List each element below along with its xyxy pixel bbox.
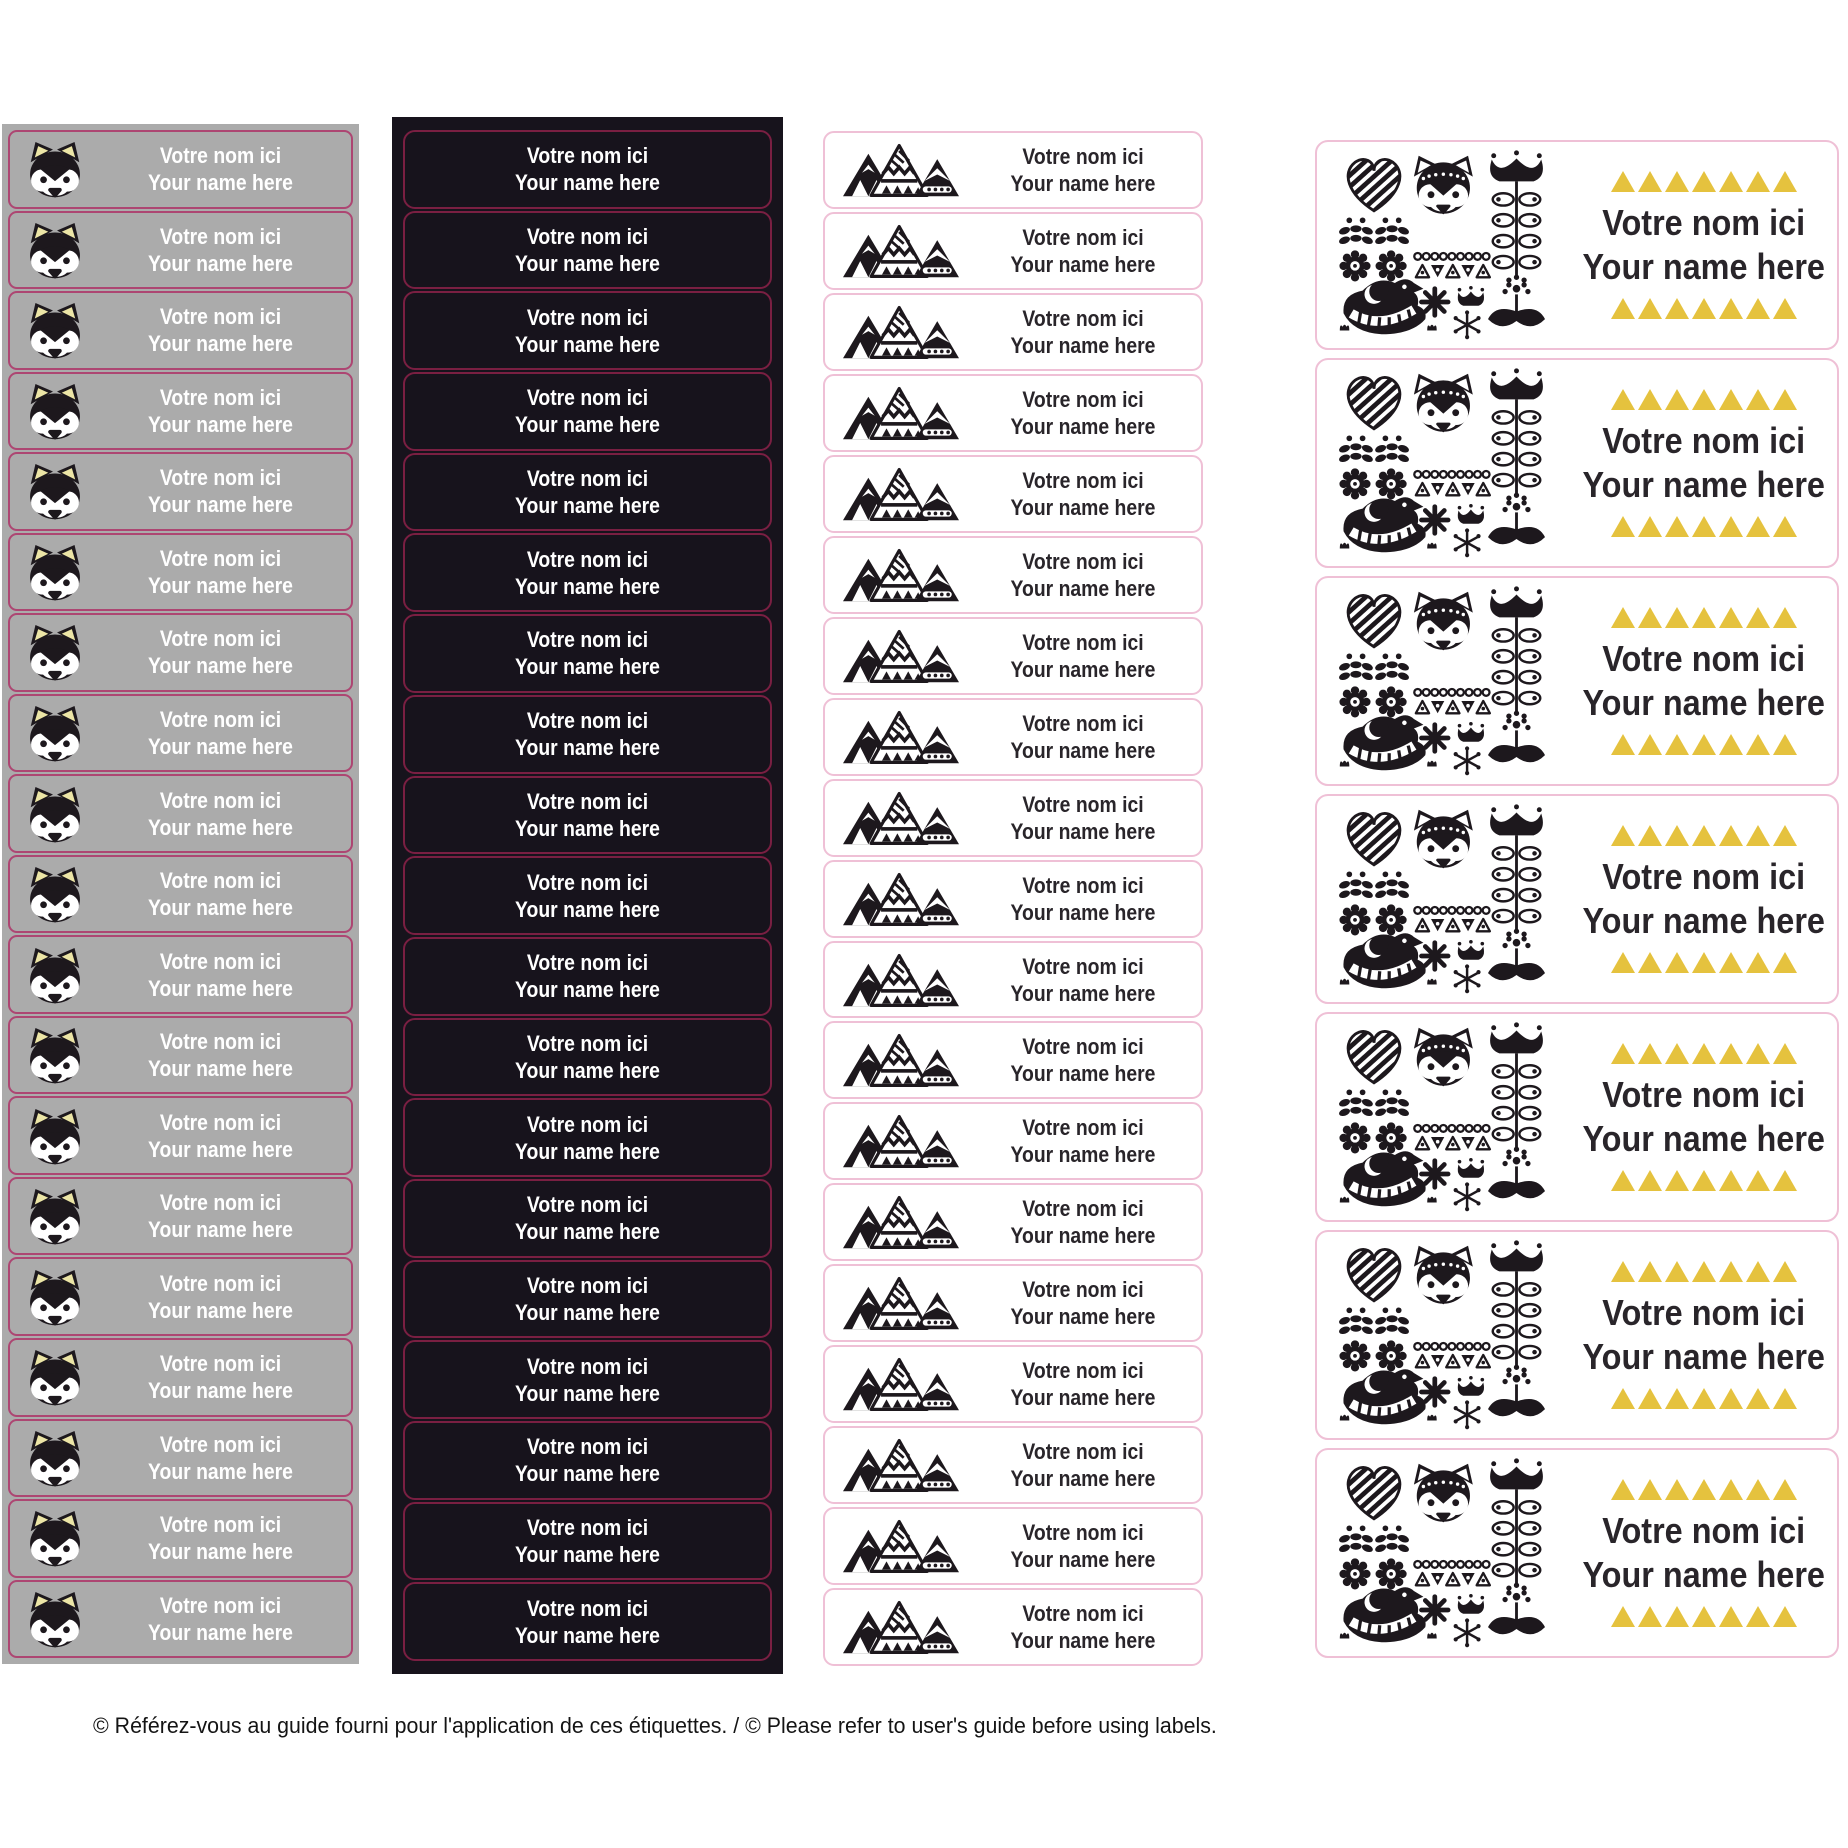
label-text: Votre nom ici Your name here	[1010, 305, 1156, 358]
label-text: Votre nom ici Your name here	[515, 1515, 660, 1568]
label-text: Votre nom ici Your name here	[1010, 143, 1156, 196]
label-text: Votre nom ici Your name here	[1010, 710, 1156, 763]
label-text: Votre nom ici Your name here	[148, 626, 293, 679]
fox-icon	[20, 1185, 90, 1247]
label-black	[403, 1340, 772, 1419]
label-mountains	[823, 455, 1203, 533]
column-gray-fox-labels	[2, 124, 359, 1664]
label-text: Votre nom ici Your name here	[148, 223, 293, 276]
gold-triangle-icon	[1638, 298, 1662, 319]
gold-triangle-icon	[1665, 389, 1689, 410]
label-text: Votre nom ici Your name here	[148, 304, 293, 357]
gold-triangle-icon	[1665, 171, 1689, 192]
triangle-row	[1609, 516, 1798, 537]
footer-note: © Référez-vous au guide fourni pour l'application de ces étiquettes. / © Please refer to user's guide before using labels.	[93, 1713, 1217, 1738]
gold-triangle-icon	[1719, 1479, 1743, 1500]
label-text: Votre nom ici Your name here	[515, 466, 660, 519]
label-text: Votre nom ici Your name here	[515, 708, 660, 761]
label-gray-fox	[8, 613, 353, 692]
label-gray-fox	[8, 291, 353, 370]
mountains-icon	[837, 627, 965, 685]
gold-triangle-icon	[1746, 1479, 1770, 1500]
mountains-icon	[837, 222, 965, 280]
label-text: Votre nom ici Your name here	[1010, 1277, 1156, 1330]
gold-triangle-icon	[1638, 952, 1662, 973]
folk-label-content	[1569, 171, 1838, 319]
mountains-icon	[837, 870, 965, 928]
gold-triangle-icon	[1719, 389, 1743, 410]
fox-icon	[20, 460, 90, 522]
gold-triangle-icon	[1665, 1261, 1689, 1282]
label-folk	[1315, 1448, 1839, 1658]
label-text: Votre nom ici Your name here	[148, 1270, 293, 1323]
folk-art-icon	[1331, 586, 1569, 776]
mountains-icon	[837, 384, 965, 442]
label-mountains	[823, 860, 1203, 938]
gold-triangle-icon	[1719, 1043, 1743, 1064]
gold-triangle-icon	[1692, 607, 1716, 628]
fox-icon	[20, 944, 90, 1006]
folk-label-content	[1569, 607, 1838, 755]
label-mountains	[823, 374, 1203, 452]
label-text: Votre nom ici Your name here	[1010, 467, 1156, 520]
gold-triangle-icon	[1692, 1479, 1716, 1500]
mountains-icon	[837, 1436, 965, 1494]
label-mountains	[823, 941, 1203, 1019]
triangle-row	[1609, 734, 1798, 755]
label-text: Votre nom ici Your name here	[515, 788, 660, 841]
gold-triangle-icon	[1719, 171, 1743, 192]
folk-art-icon	[1331, 150, 1569, 340]
folk-art-icon	[1331, 804, 1569, 994]
label-gray-fox	[8, 1257, 353, 1336]
gold-triangle-icon	[1638, 825, 1662, 846]
label-text: Votre nom ici Your name here	[148, 706, 293, 759]
label-text: Votre nom ici Your name here	[148, 948, 293, 1001]
gold-triangle-icon	[1773, 389, 1797, 410]
mountains-icon	[837, 1274, 965, 1332]
gold-triangle-icon	[1665, 1170, 1689, 1191]
triangle-row	[1609, 1261, 1798, 1282]
gold-triangle-icon	[1665, 825, 1689, 846]
label-gray-fox	[8, 694, 353, 773]
gold-triangle-icon	[1611, 1606, 1635, 1627]
fox-icon	[20, 541, 90, 603]
label-mountains	[823, 779, 1203, 857]
gold-triangle-icon	[1638, 1043, 1662, 1064]
label-mountains	[823, 131, 1203, 209]
label-text: Votre nom ici Your name here	[1582, 856, 1825, 941]
gold-triangle-icon	[1746, 1170, 1770, 1191]
mountains-icon	[837, 1193, 965, 1251]
label-mountains	[823, 698, 1203, 776]
fox-icon	[20, 1105, 90, 1167]
gold-triangle-icon	[1692, 1606, 1716, 1627]
label-text: Votre nom ici Your name here	[148, 1109, 293, 1162]
label-text: Votre nom ici Your name here	[515, 1434, 660, 1487]
label-gray-fox	[8, 935, 353, 1014]
label-text: Votre nom ici Your name here	[148, 1431, 293, 1484]
gold-triangle-icon	[1638, 607, 1662, 628]
folk-art-icon	[1331, 1240, 1569, 1430]
gold-triangle-icon	[1719, 1388, 1743, 1409]
mountains-icon	[837, 951, 965, 1009]
fox-icon	[20, 138, 90, 200]
label-text: Votre nom ici Your name here	[515, 1111, 660, 1164]
gold-triangle-icon	[1746, 1606, 1770, 1627]
triangle-row	[1609, 1479, 1798, 1500]
label-text: Votre nom ici Your name here	[1010, 872, 1156, 925]
label-folk	[1315, 358, 1839, 568]
label-black	[403, 211, 772, 290]
label-text: Votre nom ici Your name here	[1582, 202, 1825, 287]
gold-triangle-icon	[1611, 1388, 1635, 1409]
label-gray-fox	[8, 372, 353, 451]
column-folk-labels	[1315, 140, 1839, 1636]
label-mountains	[823, 1102, 1203, 1180]
label-gray-fox	[8, 452, 353, 531]
gold-triangle-icon	[1773, 1261, 1797, 1282]
gold-triangle-icon	[1638, 1388, 1662, 1409]
label-text: Votre nom ici Your name here	[1010, 953, 1156, 1006]
label-text: Votre nom ici Your name here	[1010, 1601, 1156, 1654]
folk-art-icon	[1331, 1022, 1569, 1212]
label-mountains	[823, 1426, 1203, 1504]
triangle-row	[1609, 171, 1798, 192]
label-black	[403, 1179, 772, 1258]
gold-triangle-icon	[1611, 952, 1635, 973]
label-black	[403, 856, 772, 935]
label-text: Votre nom ici Your name here	[1010, 1358, 1156, 1411]
label-black	[403, 776, 772, 855]
gold-triangle-icon	[1746, 1261, 1770, 1282]
triangle-row	[1609, 1170, 1798, 1191]
label-gray-fox	[8, 533, 353, 612]
label-text: Votre nom ici Your name here	[1010, 1196, 1156, 1249]
fox-icon	[20, 1507, 90, 1569]
gold-triangle-icon	[1665, 516, 1689, 537]
gold-triangle-icon	[1692, 825, 1716, 846]
label-text: Votre nom ici Your name here	[148, 545, 293, 598]
label-text: Votre nom ici Your name here	[1582, 1510, 1825, 1595]
label-text: Votre nom ici Your name here	[515, 869, 660, 922]
gold-triangle-icon	[1638, 1479, 1662, 1500]
gold-triangle-icon	[1746, 298, 1770, 319]
gold-triangle-icon	[1692, 298, 1716, 319]
gold-triangle-icon	[1665, 734, 1689, 755]
gold-triangle-icon	[1611, 1479, 1635, 1500]
label-text: Votre nom ici Your name here	[1010, 1115, 1156, 1168]
column-black-labels	[392, 117, 783, 1674]
gold-triangle-icon	[1665, 1606, 1689, 1627]
label-black	[403, 372, 772, 451]
gold-triangle-icon	[1773, 734, 1797, 755]
column-mountain-labels	[823, 131, 1203, 1666]
label-text: Votre nom ici Your name here	[148, 1190, 293, 1243]
label-mountains	[823, 1264, 1203, 1342]
gold-triangle-icon	[1665, 1388, 1689, 1409]
mountains-icon	[837, 1031, 965, 1089]
gold-triangle-icon	[1773, 1043, 1797, 1064]
triangle-row	[1609, 389, 1798, 410]
gold-triangle-icon	[1719, 1170, 1743, 1191]
label-black	[403, 1018, 772, 1097]
label-black	[403, 614, 772, 693]
mountains-icon	[837, 1112, 965, 1170]
gold-triangle-icon	[1611, 1043, 1635, 1064]
gold-triangle-icon	[1611, 607, 1635, 628]
gold-triangle-icon	[1692, 1261, 1716, 1282]
label-gray-fox	[8, 774, 353, 853]
fox-icon	[20, 1427, 90, 1489]
gold-triangle-icon	[1692, 171, 1716, 192]
label-black	[403, 1502, 772, 1581]
gold-triangle-icon	[1773, 298, 1797, 319]
gold-triangle-icon	[1692, 1388, 1716, 1409]
label-text: Votre nom ici Your name here	[515, 546, 660, 599]
gold-triangle-icon	[1692, 516, 1716, 537]
label-text: Votre nom ici Your name here	[1010, 629, 1156, 682]
label-text: Votre nom ici Your name here	[1582, 1074, 1825, 1159]
label-mountains	[823, 1507, 1203, 1585]
gold-triangle-icon	[1773, 1479, 1797, 1500]
gold-triangle-icon	[1611, 825, 1635, 846]
label-text: Votre nom ici Your name here	[148, 465, 293, 518]
gold-triangle-icon	[1719, 952, 1743, 973]
gold-triangle-icon	[1746, 952, 1770, 973]
label-gray-fox	[8, 1580, 353, 1659]
fox-icon	[20, 702, 90, 764]
gold-triangle-icon	[1746, 607, 1770, 628]
gold-triangle-icon	[1773, 607, 1797, 628]
gold-triangle-icon	[1638, 1606, 1662, 1627]
label-mountains	[823, 1345, 1203, 1423]
label-gray-fox	[8, 1016, 353, 1095]
label-mountains	[823, 293, 1203, 371]
label-black	[403, 291, 772, 370]
folk-art-icon	[1331, 1458, 1569, 1648]
gold-triangle-icon	[1692, 1170, 1716, 1191]
gold-triangle-icon	[1719, 1261, 1743, 1282]
gold-triangle-icon	[1611, 171, 1635, 192]
fox-icon	[20, 1588, 90, 1650]
label-text: Votre nom ici Your name here	[148, 1029, 293, 1082]
fox-icon	[20, 863, 90, 925]
label-black	[403, 130, 772, 209]
folk-label-content	[1569, 1479, 1838, 1627]
label-folk	[1315, 794, 1839, 1004]
triangle-row	[1609, 825, 1798, 846]
label-text: Votre nom ici Your name here	[148, 1592, 293, 1645]
fox-icon	[20, 783, 90, 845]
label-black	[403, 1582, 772, 1661]
gold-triangle-icon	[1719, 298, 1743, 319]
label-text: Votre nom ici Your name here	[1582, 420, 1825, 505]
label-gray-fox	[8, 1419, 353, 1498]
fox-icon	[20, 219, 90, 281]
label-text: Votre nom ici Your name here	[515, 950, 660, 1003]
label-text: Votre nom ici Your name here	[515, 1192, 660, 1245]
label-black	[403, 533, 772, 612]
label-gray-fox	[8, 130, 353, 209]
label-folk	[1315, 1012, 1839, 1222]
gold-triangle-icon	[1719, 1606, 1743, 1627]
gold-triangle-icon	[1719, 607, 1743, 628]
gold-triangle-icon	[1638, 734, 1662, 755]
label-text: Votre nom ici Your name here	[148, 787, 293, 840]
label-text: Votre nom ici Your name here	[1010, 224, 1156, 277]
gold-triangle-icon	[1611, 1170, 1635, 1191]
label-gray-fox	[8, 855, 353, 934]
label-text: Votre nom ici Your name here	[148, 868, 293, 921]
gold-triangle-icon	[1746, 1043, 1770, 1064]
mountains-icon	[837, 708, 965, 766]
gold-triangle-icon	[1746, 734, 1770, 755]
label-text: Votre nom ici Your name here	[1010, 1034, 1156, 1087]
label-mountains	[823, 1021, 1203, 1099]
gold-triangle-icon	[1719, 734, 1743, 755]
gold-triangle-icon	[1692, 952, 1716, 973]
gold-triangle-icon	[1665, 1043, 1689, 1064]
fox-icon	[20, 621, 90, 683]
label-gray-fox	[8, 1177, 353, 1256]
gold-triangle-icon	[1746, 389, 1770, 410]
label-text: Votre nom ici Your name here	[515, 143, 660, 196]
gold-triangle-icon	[1746, 171, 1770, 192]
label-text: Votre nom ici Your name here	[1010, 1439, 1156, 1492]
mountains-icon	[837, 1355, 965, 1413]
label-folk	[1315, 576, 1839, 786]
folk-label-content	[1569, 1043, 1838, 1191]
gold-triangle-icon	[1638, 171, 1662, 192]
gold-triangle-icon	[1746, 825, 1770, 846]
mountains-icon	[837, 303, 965, 361]
label-black	[403, 1260, 772, 1339]
mountains-icon	[837, 546, 965, 604]
gold-triangle-icon	[1719, 516, 1743, 537]
label-mountains	[823, 617, 1203, 695]
label-text: Votre nom ici Your name here	[515, 224, 660, 277]
fox-icon	[20, 299, 90, 361]
gold-triangle-icon	[1773, 516, 1797, 537]
label-folk	[1315, 140, 1839, 350]
gold-triangle-icon	[1665, 952, 1689, 973]
label-gray-fox	[8, 211, 353, 290]
gold-triangle-icon	[1611, 389, 1635, 410]
label-text: Votre nom ici Your name here	[515, 385, 660, 438]
label-text: Votre nom ici Your name here	[148, 1351, 293, 1404]
gold-triangle-icon	[1719, 825, 1743, 846]
label-gray-fox	[8, 1096, 353, 1175]
gold-triangle-icon	[1773, 1170, 1797, 1191]
label-text: Votre nom ici Your name here	[1010, 386, 1156, 439]
mountains-icon	[837, 465, 965, 523]
folk-label-content	[1569, 825, 1838, 973]
gold-triangle-icon	[1638, 389, 1662, 410]
label-black	[403, 937, 772, 1016]
gold-triangle-icon	[1692, 734, 1716, 755]
gold-triangle-icon	[1692, 1043, 1716, 1064]
triangle-row	[1609, 1388, 1798, 1409]
fox-icon	[20, 1346, 90, 1408]
label-text: Votre nom ici Your name here	[515, 304, 660, 357]
label-text: Votre nom ici Your name here	[1010, 1520, 1156, 1573]
gold-triangle-icon	[1773, 825, 1797, 846]
label-gray-fox	[8, 1338, 353, 1417]
label-text: Votre nom ici Your name here	[148, 143, 293, 196]
label-text: Votre nom ici Your name here	[1582, 1292, 1825, 1377]
mountains-icon	[837, 1517, 965, 1575]
gold-triangle-icon	[1611, 516, 1635, 537]
mountains-icon	[837, 1598, 965, 1656]
triangle-row	[1609, 298, 1798, 319]
label-folk	[1315, 1230, 1839, 1440]
label-text: Votre nom ici Your name here	[1010, 548, 1156, 601]
label-mountains	[823, 1183, 1203, 1261]
gold-triangle-icon	[1773, 171, 1797, 192]
gold-triangle-icon	[1665, 607, 1689, 628]
gold-triangle-icon	[1773, 1388, 1797, 1409]
triangle-row	[1609, 952, 1798, 973]
gold-triangle-icon	[1746, 516, 1770, 537]
label-text: Votre nom ici Your name here	[148, 384, 293, 437]
label-black	[403, 1421, 772, 1500]
mountains-icon	[837, 789, 965, 847]
gold-triangle-icon	[1665, 298, 1689, 319]
gold-triangle-icon	[1611, 1261, 1635, 1282]
gold-triangle-icon	[1611, 734, 1635, 755]
triangle-row	[1609, 1043, 1798, 1064]
label-text: Votre nom ici Your name here	[1582, 638, 1825, 723]
label-text: Votre nom ici Your name here	[515, 627, 660, 680]
label-black	[403, 1098, 772, 1177]
fox-icon	[20, 380, 90, 442]
gold-triangle-icon	[1665, 1479, 1689, 1500]
gold-triangle-icon	[1773, 1606, 1797, 1627]
gold-triangle-icon	[1638, 516, 1662, 537]
gold-triangle-icon	[1692, 389, 1716, 410]
label-text: Votre nom ici Your name here	[1010, 791, 1156, 844]
label-black	[403, 695, 772, 774]
label-text: Votre nom ici Your name here	[148, 1512, 293, 1565]
folk-label-content	[1569, 1261, 1838, 1409]
folk-art-icon	[1331, 368, 1569, 558]
fox-icon	[20, 1024, 90, 1086]
gold-triangle-icon	[1638, 1261, 1662, 1282]
triangle-row	[1609, 1606, 1798, 1627]
gold-triangle-icon	[1611, 298, 1635, 319]
label-gray-fox	[8, 1499, 353, 1578]
label-text: Votre nom ici Your name here	[515, 1030, 660, 1083]
label-mountains	[823, 536, 1203, 614]
label-text: Votre nom ici Your name here	[515, 1595, 660, 1648]
fox-icon	[20, 1266, 90, 1328]
triangle-row	[1609, 607, 1798, 628]
mountains-icon	[837, 141, 965, 199]
label-mountains	[823, 1588, 1203, 1666]
gold-triangle-icon	[1746, 1388, 1770, 1409]
label-text: Votre nom ici Your name here	[515, 1353, 660, 1406]
folk-label-content	[1569, 389, 1838, 537]
label-black	[403, 453, 772, 532]
gold-triangle-icon	[1773, 952, 1797, 973]
gold-triangle-icon	[1638, 1170, 1662, 1191]
label-mountains	[823, 212, 1203, 290]
label-text: Votre nom ici Your name here	[515, 1272, 660, 1325]
